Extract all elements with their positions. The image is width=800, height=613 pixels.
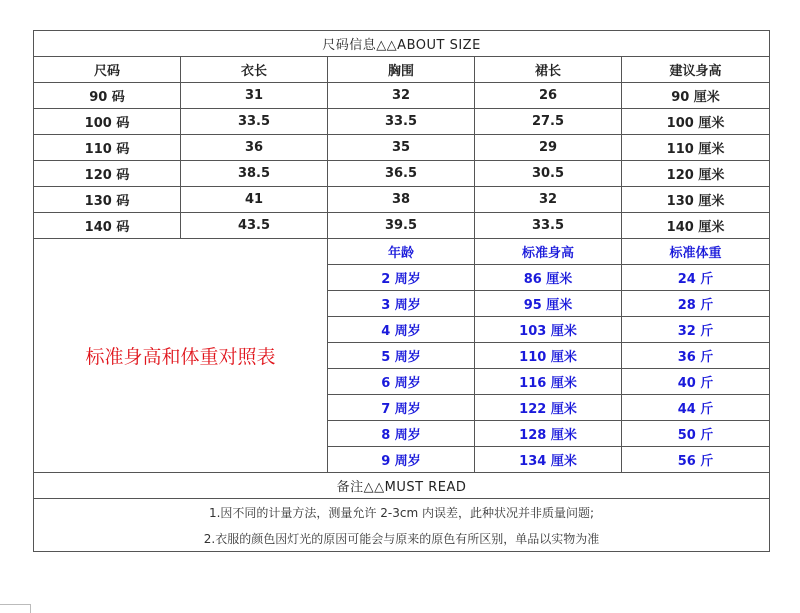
size-cell: 33.5 xyxy=(475,213,622,239)
size-cell: 29 xyxy=(475,135,622,161)
size-cell: 130 码 xyxy=(34,187,181,213)
size-cell: 32 xyxy=(475,187,622,213)
reference-cell: 6 周岁 xyxy=(328,369,475,395)
size-cell: 110 码 xyxy=(34,135,181,161)
size-cell: 27.5 xyxy=(475,109,622,135)
size-cell: 41 xyxy=(181,187,328,213)
reference-cell: 24 斤 xyxy=(622,265,770,291)
header-length: 衣长 xyxy=(181,57,328,83)
size-row xyxy=(34,187,770,213)
size-cell: 90 厘米 xyxy=(622,83,770,109)
notes-title-row xyxy=(34,473,770,499)
reference-header-row xyxy=(34,239,770,265)
reference-cell: 110 厘米 xyxy=(475,343,622,369)
size-row xyxy=(34,213,770,239)
size-cell: 100 码 xyxy=(34,109,181,135)
reference-cell: 4 周岁 xyxy=(328,317,475,343)
size-row xyxy=(34,161,770,187)
size-cell: 130 厘米 xyxy=(622,187,770,213)
reference-table-label: 标准身高和体重对照表 xyxy=(34,239,328,473)
size-cell: 120 厘米 xyxy=(622,161,770,187)
reference-cell: 2 周岁 xyxy=(328,265,475,291)
notes-line-row xyxy=(34,499,770,526)
reference-cell: 7 周岁 xyxy=(328,395,475,421)
header-size: 尺码 xyxy=(34,57,181,83)
header-chest: 胸围 xyxy=(328,57,475,83)
size-cell: 36 xyxy=(181,135,328,161)
reference-cell: 32 斤 xyxy=(622,317,770,343)
reference-cell: 5 周岁 xyxy=(328,343,475,369)
size-cell: 140 厘米 xyxy=(622,213,770,239)
size-cell: 33.5 xyxy=(328,109,475,135)
notes-line-row xyxy=(34,525,770,552)
reference-cell: 95 厘米 xyxy=(475,291,622,317)
reference-cell: 44 斤 xyxy=(622,395,770,421)
size-row xyxy=(34,109,770,135)
reference-cell: 36 斤 xyxy=(622,343,770,369)
notes-line: 1.因不同的计量方法，测量允许 2-3cm 内误差，此种状况并非质量问题; xyxy=(34,499,770,526)
size-cell: 39.5 xyxy=(328,213,475,239)
size-table-title: 尺码信息△△ABOUT SIZE xyxy=(34,31,770,57)
size-row xyxy=(34,135,770,161)
size-cell: 120 码 xyxy=(34,161,181,187)
size-cell: 35 xyxy=(328,135,475,161)
reference-cell: 40 斤 xyxy=(622,369,770,395)
reference-header-cell: 标准体重 xyxy=(622,239,770,265)
reference-cell: 128 厘米 xyxy=(475,421,622,447)
reference-cell: 28 斤 xyxy=(622,291,770,317)
reference-header-cell: 年龄 xyxy=(328,239,475,265)
size-cell: 31 xyxy=(181,83,328,109)
reference-cell: 122 厘米 xyxy=(475,395,622,421)
size-cell: 32 xyxy=(328,83,475,109)
size-chart-table xyxy=(33,30,770,552)
size-cell: 43.5 xyxy=(181,213,328,239)
reference-cell: 86 厘米 xyxy=(475,265,622,291)
reference-cell: 50 斤 xyxy=(622,421,770,447)
size-cell: 38.5 xyxy=(181,161,328,187)
size-cell: 110 厘米 xyxy=(622,135,770,161)
size-cell: 100 厘米 xyxy=(622,109,770,135)
size-row xyxy=(34,83,770,109)
reference-cell: 116 厘米 xyxy=(475,369,622,395)
reference-header-cell: 标准身高 xyxy=(475,239,622,265)
size-cell: 140 码 xyxy=(34,213,181,239)
reference-cell: 9 周岁 xyxy=(328,447,475,473)
size-cell: 30.5 xyxy=(475,161,622,187)
reference-cell: 56 斤 xyxy=(622,447,770,473)
reference-cell: 8 周岁 xyxy=(328,421,475,447)
notes-title: 备注△△MUST READ xyxy=(34,473,770,499)
header-suggested-height: 建议身高 xyxy=(622,57,770,83)
size-cell: 36.5 xyxy=(328,161,475,187)
header-skirt-length: 裙长 xyxy=(475,57,622,83)
notes-line: 2.衣服的颜色因灯光的原因可能会与原来的原色有所区别，单品以实物为准 xyxy=(34,525,770,552)
size-cell: 38 xyxy=(328,187,475,213)
size-header-row xyxy=(34,57,770,83)
size-cell: 33.5 xyxy=(181,109,328,135)
reference-cell: 134 厘米 xyxy=(475,447,622,473)
size-title-row xyxy=(34,31,770,57)
reference-cell: 103 厘米 xyxy=(475,317,622,343)
reference-cell: 3 周岁 xyxy=(328,291,475,317)
size-cell: 26 xyxy=(475,83,622,109)
size-cell: 90 码 xyxy=(34,83,181,109)
